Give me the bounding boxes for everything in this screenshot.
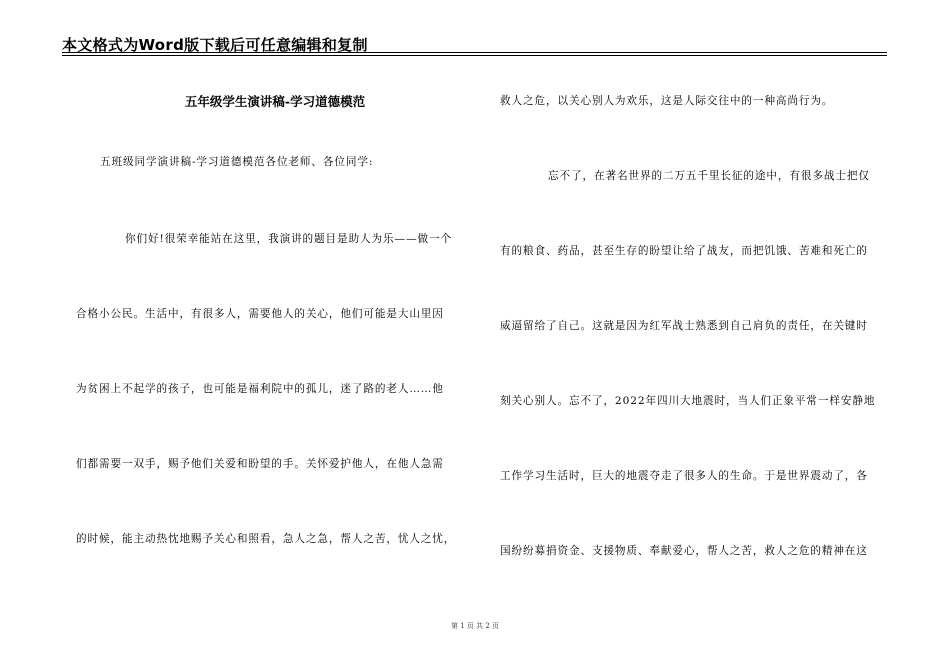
document-banner: 本文格式为Word版下载后可任意编辑和复制 <box>62 36 368 54</box>
text-line: 刻关心别人。忘不了，2022年四川大地震时，当人们正象平常一样安静地 <box>500 395 876 407</box>
document-title: 五年级学生演讲稿-学习道德模范 <box>184 94 366 109</box>
text-line: 救人之危，以关心别人为欢乐，这是人际交往中的一种高尚行为。 <box>500 95 834 107</box>
text-line: 你们好!很荣幸能站在这里，我演讲的题目是助人为乐——做一个 <box>125 233 452 245</box>
text-line: 合格小公民。生活中，有很多人，需要他人的关心，他们可能是大山里因 <box>76 308 444 320</box>
header-rule-secondary <box>62 55 887 56</box>
text-line: 的时候，能主动热忱地赐予关心和照看，急人之急，帮人之苦，忧人之忧， <box>76 533 456 545</box>
header-rule <box>62 52 887 53</box>
text-line: 威逼留给了自己。这就是因为红军战士熟悉到自己肩负的责任，在关键时 <box>500 320 868 332</box>
page-number: 第 1 页 共 2 页 <box>450 622 500 630</box>
text-line: 们都需要一双手，赐予他们关爱和盼望的手。关怀爱护他人，在他人急需 <box>76 458 444 470</box>
text-line: 五班级同学演讲稿-学习道德模范各位老师、各位同学: <box>100 156 374 168</box>
text-line: 忘不了，在著名世界的二万五千里长征的途中，有很多战士把仅 <box>548 170 870 182</box>
text-line: 有的粮食、药品，甚至生存的盼望让给了战友，而把饥饿、苦难和死亡的 <box>500 245 868 257</box>
text-line: 国纷纷募捐资金、支援物质、奉献爱心，帮人之苦，救人之危的精神在这 <box>500 545 868 557</box>
text-line: 为贫困上不起学的孩子，也可能是福利院中的孤儿，迷了路的老人……他 <box>76 383 444 395</box>
text-line: 工作学习生活时，巨大的地震夺走了很多人的生命。于是世界震动了，各 <box>500 470 868 482</box>
